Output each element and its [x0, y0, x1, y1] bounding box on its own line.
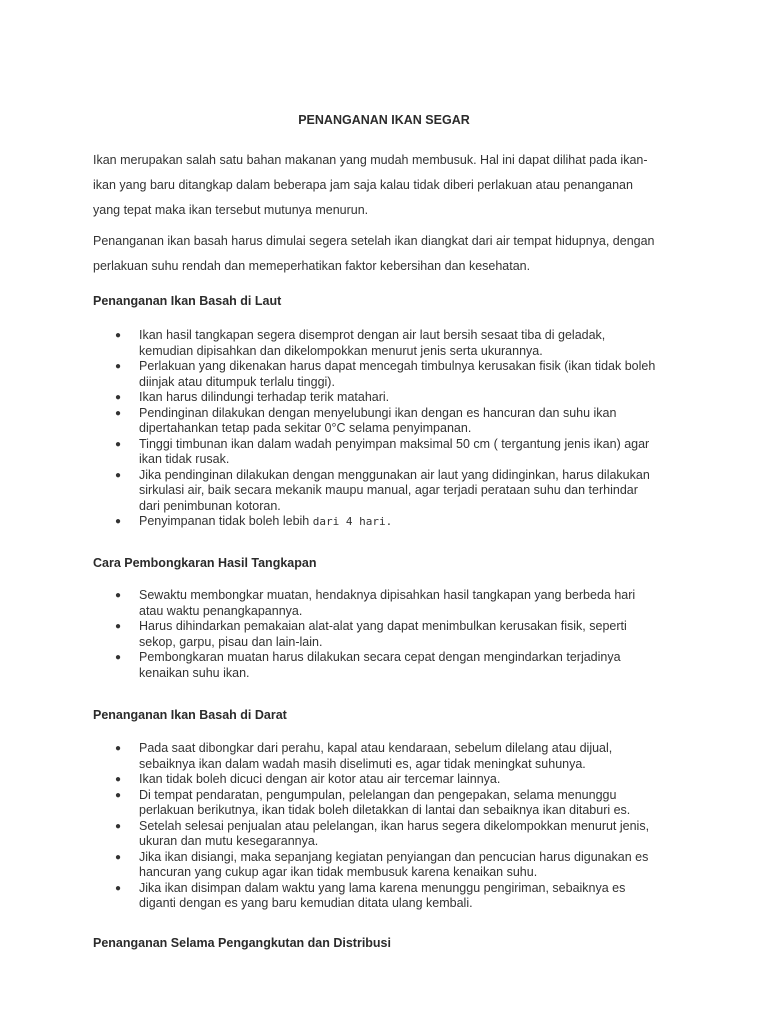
item-line: Ikan tidak boleh dicuci dengan air kotor atau air tercemar lainnya.	[139, 772, 501, 786]
intro-paragraph	[93, 148, 683, 223]
list-item	[93, 588, 693, 619]
list-item	[93, 619, 693, 650]
intro-line-3: yang tepat maka ikan tersebut mutunya menurun.	[93, 203, 369, 217]
page-title: PENANGANAN IKAN SEGAR	[298, 113, 470, 127]
bullet-icon: ●	[115, 743, 122, 754]
bullet-icon: ●	[115, 851, 122, 863]
item-line: Tinggi timbunan ikan dalam wadah penyimpan maksimal 50 cm ( tergantung jenis ikan) agar	[139, 436, 650, 451]
list-item	[93, 437, 693, 468]
intro-line-2: ikan yang baru ditangkap dalam beberapa jam saja kalau tidak diberi perlakuan atau penanganan	[93, 178, 633, 192]
item-line: Setelah selesai penjualan atau pelelangan, ikan harus segera dikelompokkan menurut jenis,	[139, 818, 650, 833]
section-heading-darat: Penanganan Ikan Basah di Darat	[93, 708, 287, 722]
item-text: Penyimpanan tidak boleh lebih	[139, 514, 313, 528]
intro2-line-1: Penanganan ikan basah harus dimulai segera setelah ikan diangkat dari air tempat hidupnya, dengan	[93, 234, 655, 248]
item-line: atau waktu penangkapannya.	[139, 603, 303, 618]
item-line: Sewaktu membongkar muatan, hendaknya dipisahkan hasil tangkapan yang berbeda hari	[139, 588, 636, 602]
item-line: Ikan harus dilindungi terhadap terik matahari.	[139, 390, 390, 404]
item-text-mono: dari 4 hari.	[312, 515, 393, 528]
bullet-icon: ●	[115, 407, 122, 419]
list-item	[93, 850, 693, 881]
item-line: Jika ikan disiangi, maka sepanjang kegiatan penyiangan dan pencucian harus digunakan es	[139, 849, 649, 864]
item-line: Jika ikan disimpan dalam waktu yang lama karena menunggu pengiriman, sebaiknya es	[139, 880, 626, 895]
list-item	[93, 406, 693, 437]
list-item	[93, 514, 693, 530]
item-line: dari penimbunan kotoran.	[139, 498, 281, 513]
item-line: Di tempat pendaratan, pengumpulan, pelelangan dan pengepakan, selama menunggu	[139, 787, 617, 802]
item-line: perlakuan berikutnya, ikan tidak boleh diletakkan di lantai dan sebaiknya ikan ditaburi es.	[139, 803, 631, 817]
bullet-icon: ●	[115, 469, 122, 481]
section-heading-laut: Penanganan Ikan Basah di Laut	[93, 294, 282, 308]
item-line: sirkulasi air, baik secara mekanik maupu manual, agar terjadi perataan suhu dan terhindar	[139, 483, 638, 497]
list-item	[93, 468, 693, 515]
item-line: diganti dengan es yang baru kemudian ditata ulang kembali.	[139, 896, 473, 910]
list-item	[93, 328, 693, 359]
list-item	[93, 359, 693, 390]
list-item	[93, 741, 693, 772]
item-line: Pendinginan dilakukan dengan menyelubungi ikan dengan es hancuran dan suhu ikan	[139, 405, 617, 420]
item-line: hancuran yang cukup agar ikan tidak membusuk karena kenaikan suhu.	[139, 865, 538, 879]
bullet-icon: ●	[115, 820, 122, 832]
section-heading-angkut: Penanganan Selama Pengangkutan dan Distribusi	[93, 936, 391, 950]
list-item	[93, 650, 693, 681]
intro2-paragraph	[93, 229, 683, 279]
bullet-icon: ●	[115, 361, 122, 372]
list-item	[93, 788, 693, 819]
list-darat	[93, 741, 693, 912]
item-line: Jika pendinginan dilakukan dengan menggunakan air laut yang didinginkan, harus dilakukan	[139, 467, 650, 482]
item-line: ikan tidak rusak.	[139, 452, 230, 466]
list-item	[93, 819, 693, 850]
intro2-line-2: perlakuan suhu rendah dan memeperhatikan faktor kebersihan dan kesehatan.	[93, 259, 531, 273]
bullet-icon: ●	[115, 590, 122, 601]
item-line: Harus dihindarkan pemakaian alat-alat yang dapat menimbulkan kerusakan fisik, seperti	[139, 619, 627, 633]
list-item	[93, 390, 693, 406]
item-line: sebaiknya ikan dalam wadah masih diselimuti es, agar tidak meningkat suhunya.	[139, 756, 586, 771]
item-line: diinjak atau ditumpuk terlalu tinggi).	[139, 374, 335, 389]
bullet-icon: ●	[115, 330, 122, 341]
list-item	[93, 881, 693, 912]
bullet-icon: ●	[115, 789, 122, 801]
list-item	[93, 772, 693, 788]
list-bongkar	[93, 588, 693, 681]
bullet-icon: ●	[115, 516, 122, 527]
item-line: Perlakuan yang dikenakan harus dapat mencegah timbulnya kerusakan fisik (ikan tidak boleh	[139, 359, 656, 373]
bullet-icon: ●	[115, 774, 122, 785]
item-line: Pembongkaran muatan harus dilakukan secara cepat dengan mengindarkan terjadinya	[139, 650, 621, 664]
item-line	[139, 514, 693, 530]
item-line: Ikan hasil tangkapan segera disemprot dengan air laut bersih sesaat tiba di geladak,	[139, 328, 606, 342]
bullet-icon: ●	[115, 621, 122, 632]
bullet-icon: ●	[115, 882, 122, 894]
bullet-icon: ●	[115, 652, 122, 663]
intro-line-1: Ikan merupakan salah satu bahan makanan yang mudah membusuk. Hal ini dapat dilihat pada ikan-	[93, 153, 648, 167]
section-heading-bongkar: Cara Pembongkaran Hasil Tangkapan	[93, 556, 317, 570]
item-line: kenaikan suhu ikan.	[139, 665, 250, 680]
item-line: dipertahankan tetap pada sekitar 0°C selama penyimpanan.	[139, 421, 472, 435]
item-line: Pada saat dibongkar dari perahu, kapal atau kendaraan, sebelum dilelang atau dijual,	[139, 741, 613, 755]
item-line: ukuran dan mutu kesegarannya.	[139, 834, 319, 848]
bullet-icon: ●	[115, 438, 122, 450]
item-line: sekop, garpu, pisau dan lain-lain.	[139, 634, 323, 649]
list-laut	[93, 328, 693, 530]
bullet-icon: ●	[115, 392, 122, 403]
item-line: kemudian dipisahkan dan dikelompokkan menurut jenis serta ukurannya.	[139, 343, 543, 358]
